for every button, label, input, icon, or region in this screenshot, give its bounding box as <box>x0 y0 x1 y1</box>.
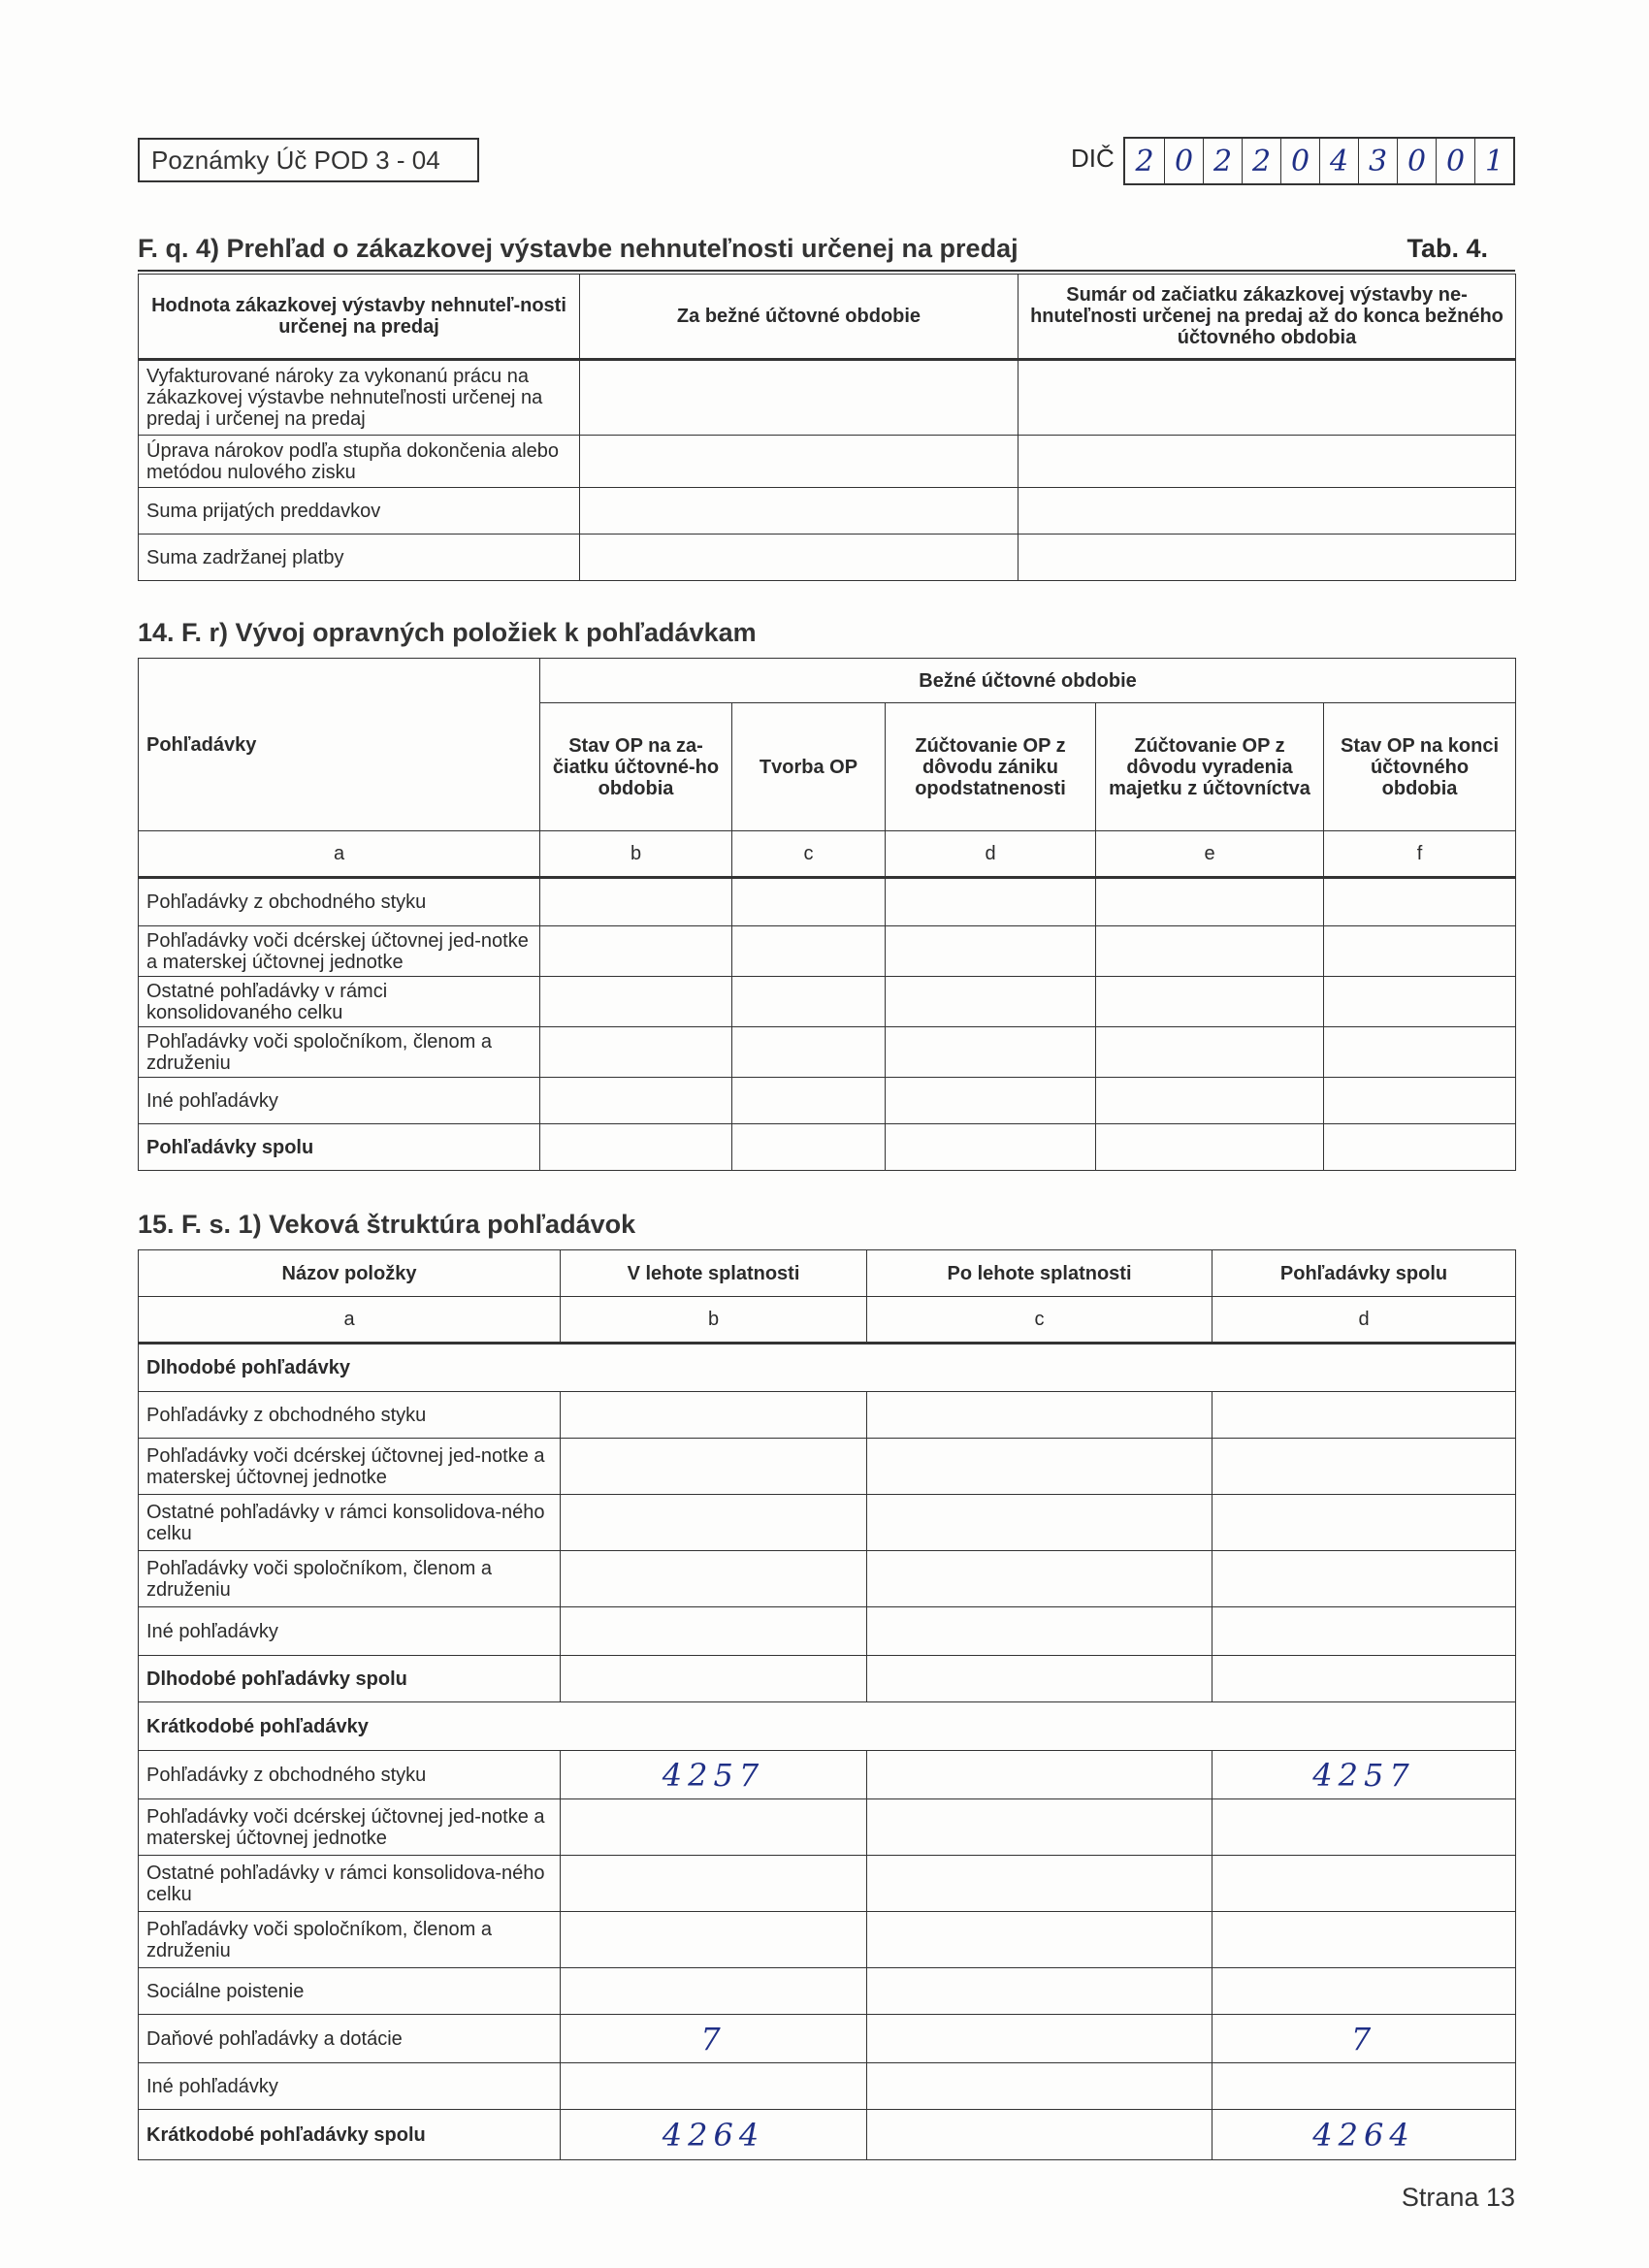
column-letter: a <box>139 1297 561 1344</box>
handwritten-value[interactable] <box>561 1912 867 1968</box>
table15-cell[interactable] <box>561 1551 867 1607</box>
table14-cell[interactable] <box>540 878 732 926</box>
table15-cell[interactable] <box>1212 1656 1516 1702</box>
table4-row-label: Vyfakturované nároky za vykonanú prácu na zákazkovej výstavbe nehnuteľnosti určenej na predaj i určenej na predaj <box>139 360 580 436</box>
table14-col-header: Stav OP na za-čiatku účtovné-ho obdobia <box>540 703 732 831</box>
handwritten-value[interactable] <box>867 2015 1212 2063</box>
handwritten-value[interactable] <box>1212 1912 1516 1968</box>
table15-row-label: Ostatné pohľadávky v rámci konsolidova-ného celku <box>139 1495 561 1551</box>
short-term-total-label: Krátkodobé pohľadávky spolu <box>139 2110 561 2160</box>
table14-cell[interactable] <box>732 1027 886 1078</box>
table14-cell[interactable] <box>1096 1078 1324 1124</box>
table14-cell[interactable] <box>1324 1027 1516 1078</box>
table15-cell[interactable] <box>561 1392 867 1439</box>
table4-row-label: Úprava nárokov podľa stupňa dokončenia alebo metódou nulového zisku <box>139 436 580 488</box>
table14-cell[interactable] <box>732 977 886 1027</box>
table14-cell[interactable] <box>886 1078 1096 1124</box>
table15-cell[interactable] <box>867 1495 1212 1551</box>
tab-label: Tab. 4. <box>1406 234 1488 263</box>
table14-cell[interactable] <box>540 1124 732 1171</box>
table14-cell[interactable] <box>1096 1124 1324 1171</box>
handwritten-value[interactable] <box>1212 2063 1516 2110</box>
table15-row-label: Pohľadávky voči spoločníkom, členom a združeniu <box>139 1551 561 1607</box>
table14-cell[interactable] <box>1096 977 1324 1027</box>
handwritten-value[interactable]: 4257 <box>1212 1751 1516 1799</box>
table14-group-header: Bežné účtovné obdobie <box>540 659 1516 703</box>
table14-cell[interactable] <box>732 1078 886 1124</box>
table15-col-header: Pohľadávky spolu <box>1212 1250 1516 1297</box>
table14 <box>138 658 1516 1171</box>
handwritten-value[interactable] <box>561 1968 867 2015</box>
column-letter: b <box>561 1297 867 1344</box>
dic-digit[interactable]: 0 <box>1397 139 1436 183</box>
table15-row-label: Pohľadávky z obchodného styku <box>139 1392 561 1439</box>
table4-cell[interactable] <box>580 436 1018 488</box>
table4-cell[interactable] <box>1018 535 1516 581</box>
table15-cell[interactable] <box>867 1551 1212 1607</box>
table14-cell[interactable] <box>540 1027 732 1078</box>
handwritten-value[interactable] <box>867 1856 1212 1912</box>
long-term-total-label: Dlhodobé pohľadávky spolu <box>139 1656 561 1702</box>
column-letter: a <box>139 831 540 878</box>
table4-row-label: Suma prijatých preddavkov <box>139 488 580 535</box>
dic-digit[interactable]: 2 <box>1242 139 1280 183</box>
table14-cell[interactable] <box>886 926 1096 977</box>
table14-cell[interactable] <box>1324 977 1516 1027</box>
table14-col-header: Zúčtovanie OP z dôvodu vyradenia majetku z účtovníctva <box>1096 703 1324 831</box>
table14-title: 14. F. r) Vývoj opravných položiek k pohľadávkam <box>138 618 757 647</box>
handwritten-value[interactable]: 4257 <box>561 1751 867 1799</box>
table4-cell[interactable] <box>580 488 1018 535</box>
table15-title: 15. F. s. 1) Veková štruktúra pohľadávok <box>138 1210 636 1239</box>
table15-cell[interactable] <box>867 1392 1212 1439</box>
table4-col-header: Sumár od začiatku zákazkovej výstavby ne-hnuteľnosti určenej na predaj až do konca bežného účtovného obdobia <box>1018 275 1516 360</box>
handwritten-value[interactable] <box>1212 1856 1516 1912</box>
table14-row-label: Pohľadávky z obchodného styku <box>139 878 540 926</box>
handwritten-value[interactable]: 4264 <box>561 2110 867 2160</box>
table15-cell[interactable] <box>867 1439 1212 1495</box>
table4-col-header: Za bežné účtovné obdobie <box>580 275 1018 360</box>
table15-row-label: Ostatné pohľadávky v rámci konsolidova-ného celku <box>139 1856 561 1912</box>
dic-digit[interactable]: 0 <box>1436 139 1474 183</box>
handwritten-value[interactable] <box>561 2063 867 2110</box>
table14-cell[interactable] <box>1324 1078 1516 1124</box>
table4-cell[interactable] <box>1018 436 1516 488</box>
table14-cell[interactable] <box>886 977 1096 1027</box>
dic-digit[interactable]: 4 <box>1319 139 1358 183</box>
column-letter: d <box>1212 1297 1516 1344</box>
table15-row-label: Pohľadávky voči spoločníkom, členom a združeniu <box>139 1912 561 1968</box>
table15-row-label: Pohľadávky voči dcérskej účtovnej jed-notke a materskej účtovnej jednotke <box>139 1799 561 1856</box>
table4-col-header: Hodnota zákazkovej výstavby nehnuteľ-nosti určenej na predaj <box>139 275 580 360</box>
form-code-box: Poznámky Úč POD 3 - 04 <box>138 138 479 182</box>
table15-cell[interactable] <box>561 1439 867 1495</box>
table14-row-header: Pohľadávky <box>139 659 540 831</box>
table14-cell[interactable] <box>1324 926 1516 977</box>
table14-cell[interactable] <box>732 926 886 977</box>
handwritten-value[interactable] <box>867 1968 1212 2015</box>
handwritten-value[interactable] <box>867 2063 1212 2110</box>
table15-cell[interactable] <box>1212 1495 1516 1551</box>
dic-digit[interactable]: 3 <box>1358 139 1397 183</box>
table4-cell[interactable] <box>580 535 1018 581</box>
table14-cell[interactable] <box>886 878 1096 926</box>
table14-cell[interactable] <box>732 878 886 926</box>
table15-row-label: Daňové pohľadávky a dotácie <box>139 2015 561 2063</box>
table14-cell[interactable] <box>540 1078 732 1124</box>
table14-col-header: Zúčtovanie OP z dôvodu zániku opodstatnenosti <box>886 703 1096 831</box>
column-letter: d <box>886 831 1096 878</box>
table14-cell[interactable] <box>1324 1124 1516 1171</box>
dic-digit[interactable]: 0 <box>1280 139 1319 183</box>
table4-cell[interactable] <box>1018 488 1516 535</box>
table14-row-label: Iné pohľadávky <box>139 1078 540 1124</box>
table14-col-header: Stav OP na konci účtovného obdobia <box>1324 703 1516 831</box>
handwritten-value[interactable] <box>1212 1968 1516 2015</box>
table4 <box>138 274 1516 581</box>
table14-row-label: Pohľadávky voči spoločníkom, členom a združeniu <box>139 1027 540 1078</box>
table14-cell[interactable] <box>732 1124 886 1171</box>
table14-cell[interactable] <box>886 1124 1096 1171</box>
table15-col-header: Po lehote splatnosti <box>867 1250 1212 1297</box>
table15-cell[interactable] <box>561 1495 867 1551</box>
table15-cell[interactable] <box>1212 1439 1516 1495</box>
table14-cell[interactable] <box>886 1027 1096 1078</box>
handwritten-value[interactable] <box>867 1912 1212 1968</box>
table15-cell[interactable] <box>1212 1551 1516 1607</box>
handwritten-value[interactable] <box>561 1799 867 1856</box>
handwritten-value[interactable] <box>1212 1799 1516 1856</box>
table15-cell[interactable] <box>867 1656 1212 1702</box>
table15-col-header: V lehote splatnosti <box>561 1250 867 1297</box>
title-rule <box>138 270 1515 272</box>
table14-col-header: Tvorba OP <box>732 703 886 831</box>
dic-number-boxes <box>1123 137 1515 185</box>
table15-row-label: Sociálne poistenie <box>139 1968 561 2015</box>
table15-row-label: Pohľadávky voči dcérskej účtovnej jed-notke a materskej účtovnej jednotke <box>139 1439 561 1495</box>
handwritten-value[interactable] <box>867 1799 1212 1856</box>
table15-row-label: Iné pohľadávky <box>139 1607 561 1656</box>
column-letter: f <box>1324 831 1516 878</box>
handwritten-value[interactable] <box>561 1856 867 1912</box>
dic-digit[interactable]: 0 <box>1164 139 1203 183</box>
table15 <box>138 1249 1516 2160</box>
handwritten-value[interactable]: 7 <box>561 2015 867 2063</box>
table15-cell[interactable] <box>867 1607 1212 1656</box>
table15-row-label: Iné pohľadávky <box>139 2063 561 2110</box>
long-term-heading: Dlhodobé pohľadávky <box>139 1344 1516 1392</box>
table14-total-label: Pohľadávky spolu <box>139 1124 540 1171</box>
column-letter: b <box>540 831 732 878</box>
table15-cell[interactable] <box>561 1656 867 1702</box>
table14-cell[interactable] <box>540 977 732 1027</box>
table14-row-label: Pohľadávky voči dcérskej účtovnej jed-notke a materskej účtovnej jednotke <box>139 926 540 977</box>
column-letter: c <box>867 1297 1212 1344</box>
table15-cell[interactable] <box>1212 1607 1516 1656</box>
table14-cell[interactable] <box>1096 1027 1324 1078</box>
short-term-heading: Krátkodobé pohľadávky <box>139 1702 1516 1751</box>
table15-row-label: Pohľadávky z obchodného styku <box>139 1751 561 1799</box>
handwritten-value[interactable]: 4264 <box>1212 2110 1516 2160</box>
page-number: Strana 13 <box>1401 2183 1515 2212</box>
dic-digit[interactable]: 1 <box>1474 139 1513 183</box>
dic-label: DIČ <box>1071 144 1115 173</box>
table14-cell[interactable] <box>1096 926 1324 977</box>
table14-cell[interactable] <box>1096 878 1324 926</box>
table15-cell[interactable] <box>1212 1392 1516 1439</box>
table15-cell[interactable] <box>561 1607 867 1656</box>
dic-digit[interactable]: 2 <box>1203 139 1242 183</box>
table4-row-label: Suma zadržanej platby <box>139 535 580 581</box>
handwritten-value[interactable]: 7 <box>1212 2015 1516 2063</box>
column-letter: e <box>1096 831 1324 878</box>
table4-cell[interactable] <box>1018 360 1516 436</box>
table15-col-header: Názov položky <box>139 1250 561 1297</box>
table14-row-label: Ostatné pohľadávky v rámci konsolidovaného celku <box>139 977 540 1027</box>
handwritten-value[interactable] <box>867 2110 1212 2160</box>
handwritten-value[interactable] <box>867 1751 1212 1799</box>
dic-digit[interactable]: 2 <box>1135 145 1154 178</box>
table14-cell[interactable] <box>540 926 732 977</box>
table4-title: F. q. 4) Prehľad o zákazkovej výstavbe nehnuteľnosti určenej na predaj <box>138 234 1018 263</box>
table4-cell[interactable] <box>580 360 1018 436</box>
column-letter: c <box>732 831 886 878</box>
table14-cell[interactable] <box>1324 878 1516 926</box>
